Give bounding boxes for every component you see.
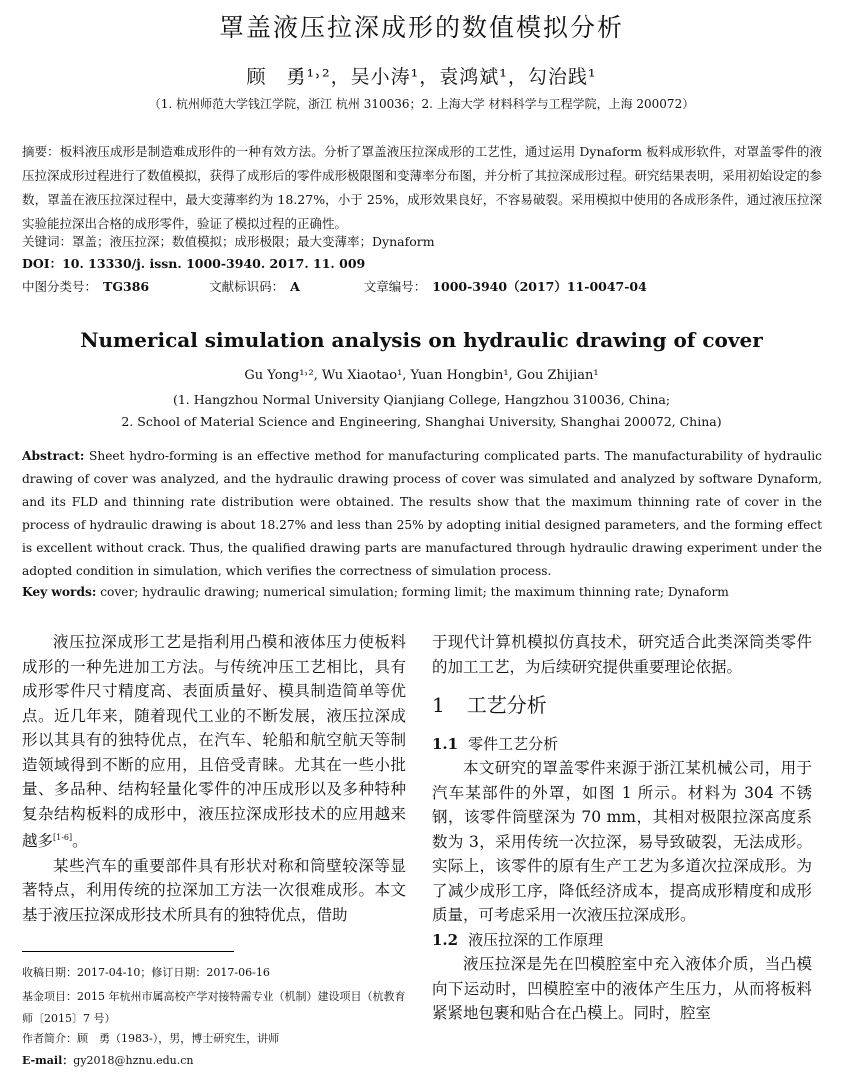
doi: DOI：10. 13330/j. issn. 1000-3940. 2017. 11. 009 [22,256,366,271]
abstract-cn-text: 板料液压成形是制造难成形件的一种有效方法。分析了罩盖液压拉深成形的工艺性，通过运用 Dynaform 板料成形软件，对罩盖零件的液压拉深成形过程进行了数值模拟，获得了成形后的零件成形极限图和变薄率分布图，并分析了其拉深成形过程。研究结果表明，采用初始设定的参数，罩盖在液压拉深过程中，最大变薄率约为 18.27%，小于 25%，成形效果良好，不容易破裂。采用模拟中使用的各成形条件，通过液压拉深实验能拉深出合格的成形零件，验证了模拟过程的正确性。 [22,144,823,231]
abstract-en-text: Sheet hydro-forming is an effective method for manufacturing complicated parts. The manufacturability of hydraulic drawing of cover was analyzed, and the hydraulic drawing process of cover was simulated and analyzed by software Dynaform, and its FLD and thinning rate distribution were obtained. The results show that the maximum thinning rate of cover in the process of hydraulic drawing is about 18.27% and less than 25% by adopting initial designed parameters, and the forming effect is excellent without crack. Thus, the qualified drawing parts are manufactured through hydraulic drawing experiment under the adopted condition in simulation, which verifies the correctness of simulation process. [22,449,823,578]
clc-label: 中图分类号： [22,279,98,294]
authors-en: Gu Yong¹˒², Wu Xiaotao¹, Yuan Hongbin¹, Gou Zhijian¹ [244,368,599,383]
subsection-1-1-number: 1.1 [432,734,459,753]
body-left-column [22,630,406,927]
intro-paragraph-1-end: 。 [72,832,88,851]
keywords-en [22,585,729,599]
subsection-1-1-title: 零件工艺分析 [468,734,559,753]
intro-paragraph-2: 某些汽车的重要部件具有形状对称和筒壁较深等显著特点，利用传统的拉深加工方法一次很难成形。本文基于液压拉深成形技术所具有的独特优点，借助 [22,856,406,924]
keywords-cn [22,232,435,250]
section-1-heading [432,693,812,718]
section-1-2-paragraph: 液压拉深是先在凹模腔室中充入液体介质，当凸模向下运动时，凹模腔室中的液体产生压力，从而将板料紧紧地包裹和贴合在凸模上。同时，腔室 [432,955,812,1022]
footnote-divider [22,951,234,952]
articleno-label: 文章编号： [363,279,427,294]
affiliation-en-2: 2. School of Material Science and Engineering, Shanghai University, Shanghai 200072, China) [121,414,722,429]
section-1-1-paragraph: 本文研究的罩盖零件来源于浙江某机械公司，用于汽车某部件的外罩，如图 1 所示。材料为 304 不锈钢，该零件筒壁深为 70 mm，其相对极限拉深高度系数为 3，采用传统一次拉深，易导致破裂，无法成形。实际上，该零件的原有生产工艺为多道次拉深成形。为了减少成形工序，降低经济成本，提高成形精度和成形质量，可考虑采用一次液压拉深成形。 [432,759,812,924]
affiliation-cn: （1. 杭州师范大学钱江学院，浙江 杭州 310036；2. 上海大学 材料科学与工程学院，上海 200072） [148,97,695,111]
citation: [1-6] [53,833,73,842]
abstract-cn [22,140,822,236]
keywords-en-label: Key words: [22,585,97,599]
keywords-cn-text: 罩盖；液压拉深；数值模拟；成形极限；最大变薄率；Dynaform [72,234,435,249]
abstract-cn-label: 摘要： [22,144,60,159]
abstract-en [22,445,822,583]
doccode-label: 文献标识码： [209,279,285,294]
affiliation-en-1: (1. Hangzhou Normal University Qianjiang College, Hangzhou 310036, China; [172,392,671,407]
email-label: E-mail： [22,1054,74,1067]
clc-value: TG386 [103,279,150,294]
email-value: gy2018@hznu.edu.cn [73,1054,194,1067]
subsection-1-2-number: 1.2 [432,930,459,949]
authors-cn: 顾 勇¹˒²，吴小涛¹，袁鸿斌¹，勾治践¹ [246,66,597,88]
articleno-value: 1000-3940（2017）11-0047-04 [432,279,647,294]
body-right-column [432,630,812,1026]
subsection-1-1-heading [432,732,812,757]
footnote-fund: 基金项目：2015 年杭州市属高校产学对接特需专业（机制）建设项目（杭教育师〔2015〕7 号） [22,990,406,1025]
footnote-email [22,1050,412,1072]
intro-paragraph-1 [22,630,406,854]
subsection-1-2-heading [432,928,812,953]
paper-title-cn: 罩盖液压拉深成形的数值模拟分析 [218,13,624,42]
footnote-received: 收稿日期：2017-04-10；修订日期：2017-06-16 [22,966,270,979]
intro-paragraph-2-cont: 于现代计算机模拟仿真技术，研究适合此类深筒类零件的加工工艺，为后续研究提供重要理论依据。 [432,633,812,676]
keywords-en-text: cover; hydraulic drawing; numerical simulation; forming limit; the maximum thinning rate; Dynaform [100,585,729,599]
doccode-value: A [290,279,300,294]
keywords-cn-label: 关键词： [22,234,73,249]
abstract-en-label: Abstract: [22,449,85,463]
footnote-author: 作者简介：顾 勇（1983-），男，博士研究生，讲师 [22,1032,280,1045]
subsection-1-2-title: 液压拉深的工作原理 [468,930,604,949]
paper-title-en: Numerical simulation analysis on hydraulic drawing of cover [80,328,763,352]
section-1-number: 1 [432,693,445,717]
section-1-title: 工艺分析 [466,693,547,717]
intro-paragraph-1-text: 液压拉深成形工艺是指利用凸模和液体压力使板料成形的一种先进加工方法。与传统冲压工艺相比，具有成形零件尺寸精度高、表面质量好、模具制造简单等优点。近几年来，随着现代工业的不断发展，液压拉深成形以其具有的独特优点，在汽车、轮船和航空航天等制造领域得到不断的应用，且倍受青睐。尤其在一些小批量、多品种、结构轻量化零件的冲压成形以及多种特种复杂结构板料的成形中，液压拉深成形技术的应用越来越多 [22,633,406,851]
classification-line [22,277,647,295]
